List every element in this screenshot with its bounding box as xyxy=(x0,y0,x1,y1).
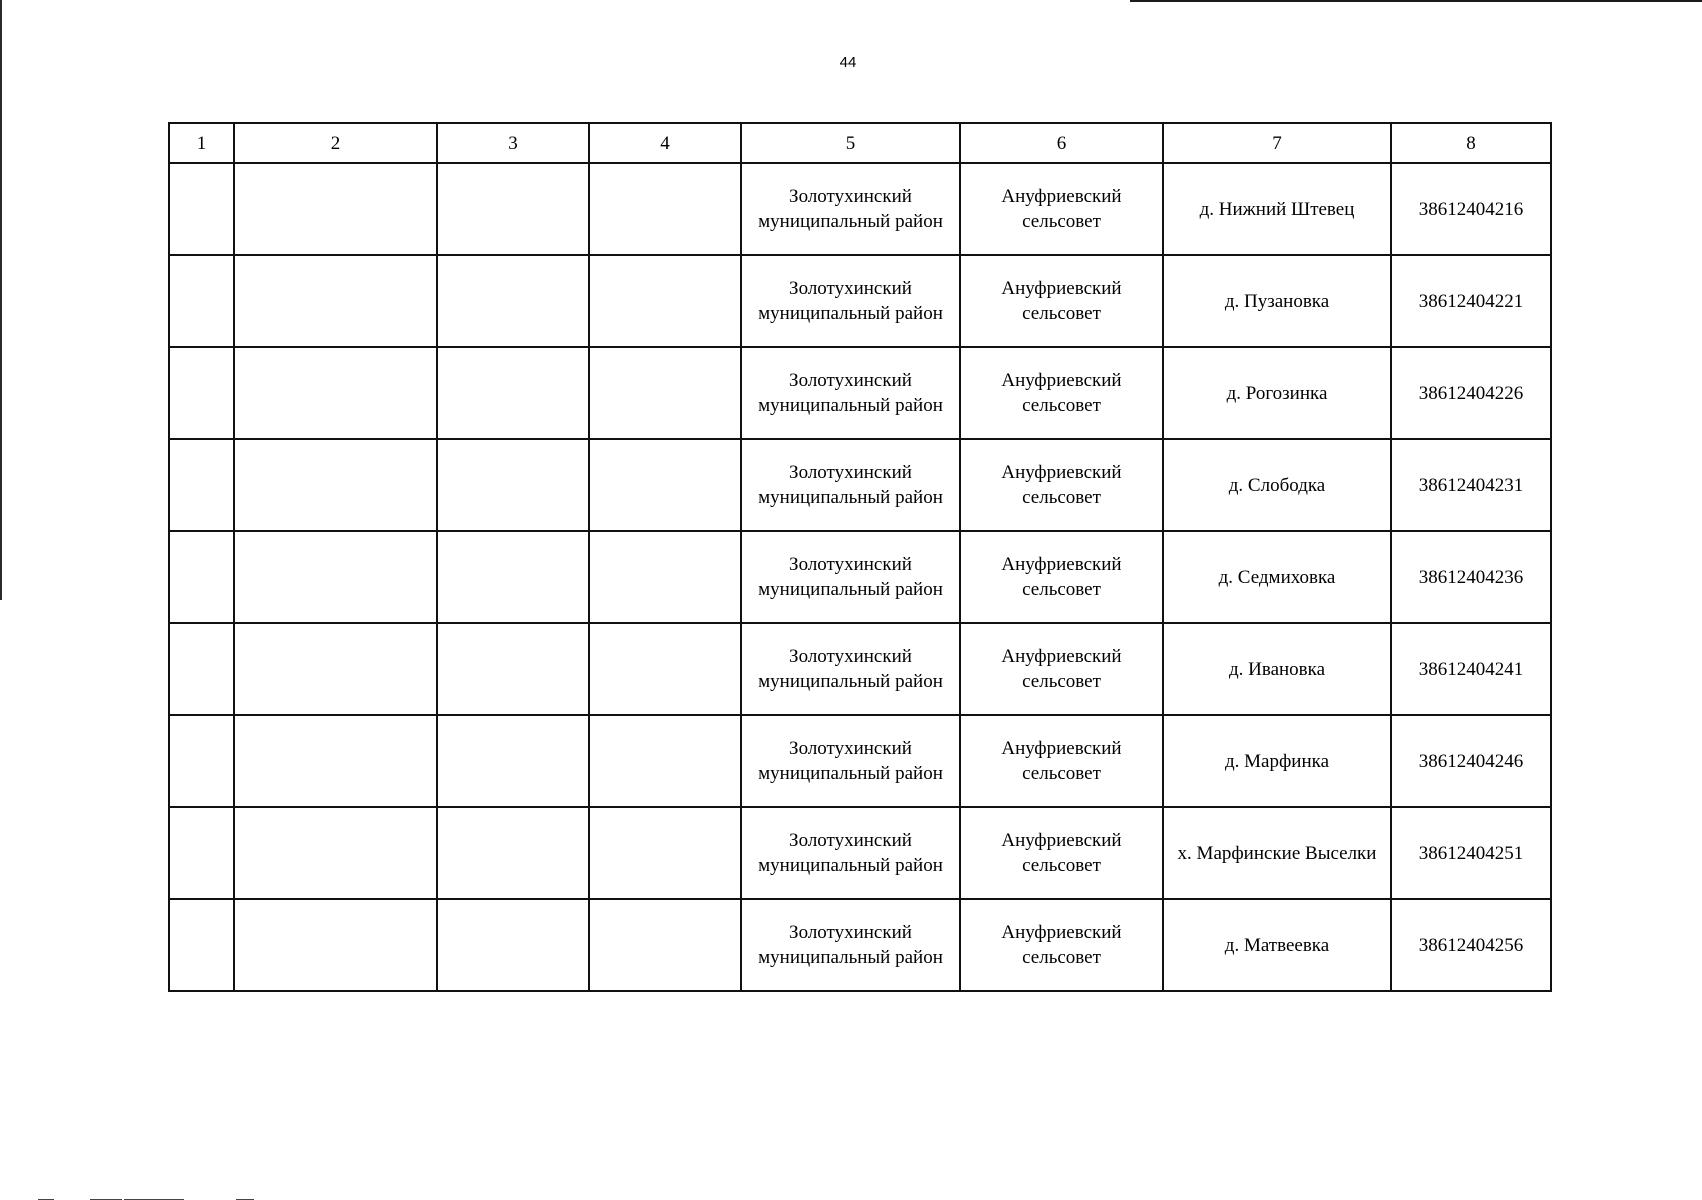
settlement-council-text: Ануфриевский xyxy=(1001,554,1122,575)
locality-cell: д. Слободка xyxy=(1163,439,1391,531)
settlement-council-cell xyxy=(960,715,1163,807)
settlement-council-text: Ануфриевский xyxy=(1001,738,1122,759)
table-row xyxy=(169,623,1551,715)
table-cell-c2 xyxy=(234,623,437,715)
locality-cell: д. Седмиховка xyxy=(1163,531,1391,623)
page-number: 44 xyxy=(839,54,857,71)
table-row xyxy=(169,439,1551,531)
table-cell-c3 xyxy=(437,439,589,531)
settlement-council-cell xyxy=(960,255,1163,347)
municipal-district-text: Золотухинский xyxy=(789,646,912,667)
municipal-district-text: Золотухинский xyxy=(789,462,912,483)
locality-cell: д. Матвеевка xyxy=(1163,899,1391,991)
table-cell-c1 xyxy=(169,255,234,347)
settlement-council-text: Ануфриевский xyxy=(1001,922,1122,943)
municipal-district-cell xyxy=(741,807,960,899)
settlement-council-text: Ануфриевский xyxy=(1001,646,1122,667)
municipal-district-text: Золотухинский xyxy=(789,738,912,759)
locality-cell: д. Нижний Штевец xyxy=(1163,163,1391,255)
table-row xyxy=(169,347,1551,439)
table-cell-c1 xyxy=(169,623,234,715)
municipal-district-text: Золотухинский xyxy=(789,278,912,299)
table-cell-c2 xyxy=(234,715,437,807)
table-cell-c1 xyxy=(169,899,234,991)
table-cell-c4 xyxy=(589,807,741,899)
settlement-council-text: сельсовет xyxy=(1022,211,1101,232)
table-row xyxy=(169,899,1551,991)
table-cell-c1 xyxy=(169,163,234,255)
oktmo-code-cell: 38612404216 xyxy=(1391,163,1551,255)
settlement-council-text: сельсовет xyxy=(1022,487,1101,508)
oktmo-code-cell: 38612404241 xyxy=(1391,623,1551,715)
settlement-council-text: Ануфриевский xyxy=(1001,370,1122,391)
column-header: 2 xyxy=(234,123,437,163)
oktmo-code-cell: 38612404246 xyxy=(1391,715,1551,807)
table-row xyxy=(169,807,1551,899)
table-cell-c2 xyxy=(234,531,437,623)
table-row xyxy=(169,715,1551,807)
column-header: 4 xyxy=(589,123,741,163)
municipal-district-cell xyxy=(741,715,960,807)
table-cell-c4 xyxy=(589,623,741,715)
table-cell-c3 xyxy=(437,255,589,347)
table-row xyxy=(169,163,1551,255)
municipal-district-cell xyxy=(741,439,960,531)
settlement-council-text: Ануфриевский xyxy=(1001,278,1122,299)
municipal-district-text: муниципальный район xyxy=(758,303,943,324)
locality-cell: д. Ивановка xyxy=(1163,623,1391,715)
municipal-district-text: Золотухинский xyxy=(789,554,912,575)
locality-cell: д. Рогозинка xyxy=(1163,347,1391,439)
table-cell-c3 xyxy=(437,163,589,255)
table-cell-c2 xyxy=(234,899,437,991)
municipal-district-text: муниципальный район xyxy=(758,579,943,600)
table-cell-c2 xyxy=(234,255,437,347)
municipal-district-cell xyxy=(741,623,960,715)
table-cell-c4 xyxy=(589,531,741,623)
settlement-council-cell xyxy=(960,439,1163,531)
settlement-council-text: сельсовет xyxy=(1022,947,1101,968)
municipal-district-cell xyxy=(741,163,960,255)
table-cell-c3 xyxy=(437,807,589,899)
settlement-council-text: сельсовет xyxy=(1022,579,1101,600)
locality-cell: д. Марфинка xyxy=(1163,715,1391,807)
table-cell-c1 xyxy=(169,715,234,807)
table-cell-c4 xyxy=(589,899,741,991)
column-header: 6 xyxy=(960,123,1163,163)
header-row xyxy=(169,123,1551,163)
settlement-council-text: сельсовет xyxy=(1022,303,1101,324)
table-cell-c1 xyxy=(169,439,234,531)
table-cell-c3 xyxy=(437,531,589,623)
municipal-district-cell xyxy=(741,531,960,623)
oktmo-code-cell: 38612404226 xyxy=(1391,347,1551,439)
table-header xyxy=(169,123,1551,163)
settlement-council-text: Ануфриевский xyxy=(1001,830,1122,851)
municipal-district-text: муниципальный район xyxy=(758,487,943,508)
table-cell-c4 xyxy=(589,163,741,255)
municipal-district-text: муниципальный район xyxy=(758,763,943,784)
settlement-council-cell xyxy=(960,807,1163,899)
table-cell-c2 xyxy=(234,439,437,531)
municipal-district-cell xyxy=(741,899,960,991)
table-row xyxy=(169,255,1551,347)
oktmo-code-cell: 38612404231 xyxy=(1391,439,1551,531)
table-cell-c4 xyxy=(589,255,741,347)
column-header: 3 xyxy=(437,123,589,163)
settlement-council-text: Ануфриевский xyxy=(1001,186,1122,207)
locality-cell: х. Марфинские Выселки xyxy=(1163,807,1391,899)
table-cell-c2 xyxy=(234,163,437,255)
table-cell-c1 xyxy=(169,347,234,439)
table-cell-c3 xyxy=(437,347,589,439)
data-table xyxy=(168,122,1552,992)
settlement-council-cell xyxy=(960,623,1163,715)
settlement-council-text: Ануфриевский xyxy=(1001,462,1122,483)
table-row xyxy=(169,531,1551,623)
municipal-district-text: Золотухинский xyxy=(789,922,912,943)
oktmo-code-cell: 38612404221 xyxy=(1391,255,1551,347)
municipal-district-text: муниципальный район xyxy=(758,211,943,232)
municipal-district-text: Золотухинский xyxy=(789,370,912,391)
locality-cell: д. Пузановка xyxy=(1163,255,1391,347)
settlement-council-cell xyxy=(960,163,1163,255)
municipal-district-text: муниципальный район xyxy=(758,395,943,416)
municipal-district-text: муниципальный район xyxy=(758,947,943,968)
municipal-district-text: Золотухинский xyxy=(789,186,912,207)
settlement-council-cell xyxy=(960,531,1163,623)
settlement-council-text: сельсовет xyxy=(1022,763,1101,784)
oktmo-code-cell: 38612404236 xyxy=(1391,531,1551,623)
column-header: 7 xyxy=(1163,123,1391,163)
table-cell-c4 xyxy=(589,439,741,531)
table-cell-c3 xyxy=(437,623,589,715)
table-cell-c1 xyxy=(169,531,234,623)
municipal-district-text: Золотухинский xyxy=(789,830,912,851)
settlement-council-text: сельсовет xyxy=(1022,671,1101,692)
municipal-district-text: муниципальный район xyxy=(758,855,943,876)
table-cell-c4 xyxy=(589,347,741,439)
table-body xyxy=(169,163,1551,991)
scan-edge-left xyxy=(0,0,2,600)
oktmo-code-cell: 38612404256 xyxy=(1391,899,1551,991)
table-cell-c3 xyxy=(437,715,589,807)
oktmo-code-cell: 38612404251 xyxy=(1391,807,1551,899)
municipal-district-text: муниципальный район xyxy=(758,671,943,692)
column-header: 1 xyxy=(169,123,234,163)
column-header: 8 xyxy=(1391,123,1551,163)
table-cell-c3 xyxy=(437,899,589,991)
column-header: 5 xyxy=(741,123,960,163)
table-cell-c2 xyxy=(234,347,437,439)
table-cell-c4 xyxy=(589,715,741,807)
municipal-district-cell xyxy=(741,255,960,347)
scan-edge-top xyxy=(1130,0,1702,2)
table-cell-c2 xyxy=(234,807,437,899)
settlement-council-cell xyxy=(960,347,1163,439)
table-cell-c1 xyxy=(169,807,234,899)
municipal-district-cell xyxy=(741,347,960,439)
settlement-council-text: сельсовет xyxy=(1022,855,1101,876)
settlement-council-text: сельсовет xyxy=(1022,395,1101,416)
settlement-council-cell xyxy=(960,899,1163,991)
